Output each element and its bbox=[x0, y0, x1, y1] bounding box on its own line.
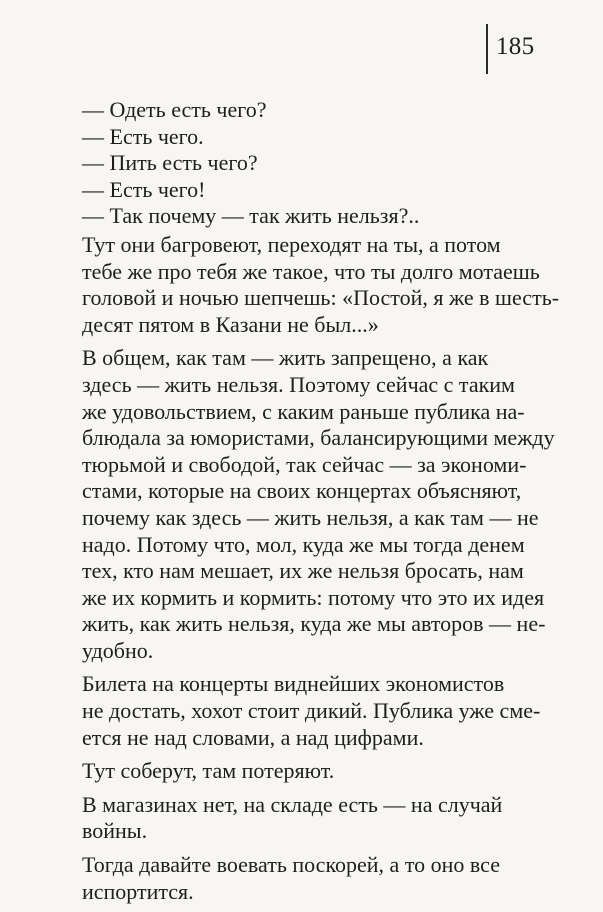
paragraph bbox=[82, 758, 552, 785]
text-line: В магазинах нет, на складе есть — на случай bbox=[82, 791, 503, 817]
page-number-rule bbox=[486, 24, 488, 74]
text-line: блюдала за юмористами, балансирующими между bbox=[82, 425, 555, 451]
text-line: же их кормить и кормить: потому что это их идея bbox=[82, 584, 545, 610]
text-line: стами, которые на своих концертах объясняют, bbox=[82, 478, 522, 504]
text-line: Билета на концерты виднейших экономистов bbox=[82, 671, 505, 697]
page-number: 185 bbox=[496, 33, 535, 60]
dialogue-line: — Есть чего. bbox=[82, 123, 204, 149]
text-line: здесь — жить нельзя. Поэтому сейчас с таким bbox=[82, 371, 515, 397]
text-line: Тут соберут, там потеряют. bbox=[82, 758, 335, 784]
text-line: десят пятом в Казани не был...» bbox=[82, 311, 379, 337]
dialogue-line: — Так почему — так жить нельзя?.. bbox=[82, 203, 420, 229]
text-line: же удовольствием, с каким раньше публика на- bbox=[82, 398, 525, 424]
text-line: не достать, хохот стоит дикий. Публика уже сме- bbox=[82, 698, 541, 724]
text-line: почему как здесь — жить нельзя, а как там — не bbox=[82, 504, 539, 530]
text-line: Тут они багровеют, переходят на ты, а потом bbox=[82, 231, 501, 257]
text-line: головой и ночью шепчешь: «Постой, я же в шесть- bbox=[82, 285, 560, 311]
text-line: войны. bbox=[82, 818, 148, 844]
paragraph bbox=[82, 231, 560, 338]
paragraph bbox=[82, 345, 555, 664]
paragraph bbox=[82, 792, 552, 845]
text-line: тебе же про тебя же такое, что ты долго мотаешь bbox=[82, 258, 540, 284]
text-line: ется не над словами, а над цифрами. bbox=[82, 724, 424, 750]
paragraph bbox=[82, 671, 552, 751]
text-line: тех, кто нам мешает, их же нельзя бросать, нам bbox=[82, 558, 524, 584]
text-line: удобно. bbox=[82, 637, 154, 663]
text-line: надо. Потому что, мол, куда же мы тогда денем bbox=[82, 531, 525, 557]
text-line: тюрьмой и свободой, так сейчас — за экономи- bbox=[82, 451, 527, 477]
dialogue-line: — Есть чего! bbox=[82, 176, 206, 202]
text-line: жить, как жить нельзя, куда же мы авторов — не- bbox=[82, 611, 546, 637]
page-text bbox=[82, 97, 560, 912]
text-line: В общем, как там — жить запрещено, а как bbox=[82, 345, 489, 371]
dialogue-line: — Пить есть чего? bbox=[82, 150, 258, 176]
paragraph bbox=[82, 852, 552, 905]
text-line: испортится. bbox=[82, 878, 194, 904]
dialogue-line: — Одеть есть чего? bbox=[82, 97, 267, 122]
text-line: Тогда давайте воевать поскорей, а то оно все bbox=[82, 852, 500, 878]
